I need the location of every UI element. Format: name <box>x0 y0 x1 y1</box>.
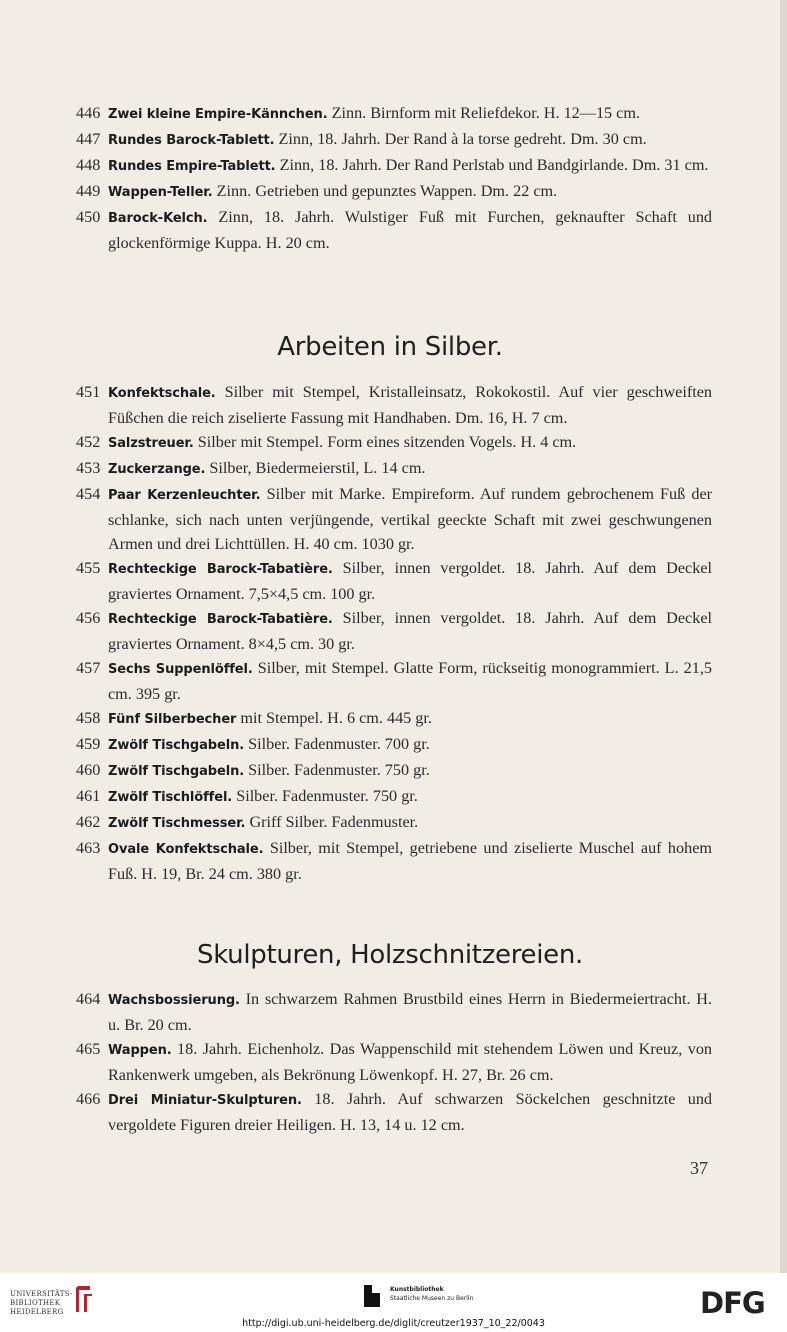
catalog-entry <box>72 101 712 127</box>
kunstbibliothek-title: Kunstbibliothek <box>390 1286 444 1293</box>
entry-number: 458 <box>76 709 101 727</box>
entry-text: Zinn. Getrieben und gepunztes Wappen. Dm. 22 cm. <box>216 182 558 200</box>
kunstbibliothek-subtitle: Staatliche Museen zu Berlin <box>390 1295 474 1302</box>
kunstbibliothek-label <box>390 1285 473 1303</box>
catalog-entry <box>72 456 712 482</box>
entry-title: Fünf Silberbecher <box>108 712 237 727</box>
footer <box>0 1273 787 1332</box>
entry-number: 461 <box>76 787 101 805</box>
section-heading-sculpture: Skulpturen, Holzschnitzereien. <box>196 940 584 970</box>
catalog-entry <box>72 179 712 205</box>
catalog-entry <box>72 1087 712 1137</box>
catalog-entry <box>72 732 712 758</box>
entry-title: Zuckerzange. <box>108 462 206 477</box>
entry-text: Silber, mit Stempel, getriebene und ziselierte Muschel auf hohem Fuß. H. 19, Br. 24 cm. 380 gr. <box>108 839 712 883</box>
entry-title: Rechteckige Barock-Tabatière. <box>108 562 333 577</box>
catalog-entry <box>72 127 712 153</box>
university-library-name <box>10 1290 73 1317</box>
dfg-logo: DFG <box>700 1286 765 1320</box>
entry-number: 462 <box>76 813 101 831</box>
catalog-entry <box>72 656 712 706</box>
entry-title: Wappen-Teller. <box>108 185 213 200</box>
entry-text: Silber. Fadenmuster. 750 gr. <box>248 761 430 779</box>
entry-number: 448 <box>76 156 101 174</box>
entry-title: Zwölf Tischgabeln. <box>108 764 245 779</box>
section-heading-silver: Arbeiten in Silber. <box>277 332 503 362</box>
entry-text: Silber mit Stempel, Kristalleinsatz, Rokokostil. Auf vier geschweiften Füßchen die reich ziselierte Fassung mit Handhaben. Dm. 16, H. 7 cm. <box>108 383 712 427</box>
entry-number: 466 <box>76 1090 101 1108</box>
catalog-entry <box>72 810 712 836</box>
entry-title: Drei Miniatur-Skulpturen. <box>108 1093 302 1108</box>
entry-title: Rundes Barock-Tablett. <box>108 133 275 148</box>
entry-number: 453 <box>76 459 101 477</box>
catalog-entry <box>72 784 712 810</box>
entry-number: 449 <box>76 182 101 200</box>
kunstbibliothek-logo-icon <box>360 1283 384 1309</box>
entry-number: 465 <box>76 1040 101 1058</box>
entry-text: In schwarzem Rahmen Brustbild eines Herrn in Biedermeiertracht. H. u. Br. 20 cm. <box>108 990 713 1034</box>
entry-title: Zwölf Tischgabeln. <box>108 738 245 753</box>
entry-text: Zinn, 18. Jahrh. Der Rand Perlstab und Bandgirlande. Dm. 31 cm. <box>279 156 709 174</box>
entry-number: 459 <box>76 735 101 753</box>
page-edge <box>780 0 787 1273</box>
entry-text: Silber mit Marke. Empireform. Auf rundem gebrochenem Fuß der schlanke, sich nach unten verjüngende, vertikal geeckte Schaft mit zwei geschwungenen Armen und drei Lichttüllen. H. 40 cm. 1030 gr. <box>108 485 713 553</box>
catalog-entry <box>72 430 712 456</box>
entry-title: Sechs Suppenlöffel. <box>108 662 253 677</box>
entry-text: Griff Silber. Fadenmuster. <box>249 813 419 831</box>
catalog-entry <box>72 606 712 656</box>
entry-title: Wappen. <box>108 1043 172 1058</box>
catalog-entry <box>72 153 712 179</box>
entry-text: Silber, mit Stempel. Glatte Form, rückseitig monogrammiert. L. 21,5 cm. 395 gr. <box>108 659 712 703</box>
entry-number: 452 <box>76 433 101 451</box>
catalog-entry <box>72 758 712 784</box>
entry-text: Silber, innen vergoldet. 18. Jahrh. Auf dem Deckel graviertes Ornament. 7,5×4,5 cm. 100 gr. <box>108 559 712 603</box>
catalog-entry <box>72 706 712 732</box>
entry-number: 451 <box>76 383 101 401</box>
entry-text: mit Stempel. H. 6 cm. 445 gr. <box>240 709 432 727</box>
entry-text: Silber mit Stempel. Form eines sitzenden Vogels. H. 4 cm. <box>197 433 577 451</box>
entry-title: Zwölf Tischmesser. <box>108 816 246 831</box>
university-line: UNIVERSITÄTS- <box>10 1290 73 1298</box>
catalog-entry <box>72 556 712 606</box>
catalog-entry <box>72 380 712 430</box>
entry-title: Ovale Konfektschale. <box>108 842 264 857</box>
entry-title: Barock-Kelch. <box>108 211 208 226</box>
entry-text: Zinn, 18. Jahrh. Wulstiger Fuß mit Furchen, geknaufter Schaft und glockenförmige Kuppa. H. 20 cm. <box>108 208 713 252</box>
entry-title: Rundes Empire-Tablett. <box>108 159 276 174</box>
entry-title: Wachsbossierung. <box>108 993 240 1008</box>
entry-text: 18. Jahrh. Auf schwarzen Söckelchen geschnitzte und vergoldete Figuren dreier Heiligen. H. 13, 14 u. 12 cm. <box>108 1090 713 1134</box>
catalog-entry <box>72 836 712 886</box>
entry-number: 446 <box>76 104 101 122</box>
entry-text: Silber, Biedermeierstil, L. 14 cm. <box>209 459 426 477</box>
entry-text: Silber. Fadenmuster. 700 gr. <box>248 735 430 753</box>
entry-text: Zinn, 18. Jahrh. Der Rand à la torse gedreht. Dm. 30 cm. <box>278 130 647 148</box>
entry-text: 18. Jahrh. Eichenholz. Das Wappenschild mit stehendem Löwen und Kreuz, von Rankenwerk umgeben, als Bekrönung Löwenkopf. H. 27, Br. 26 cm. <box>108 1040 713 1084</box>
entry-title: Rechteckige Barock-Tabatière. <box>108 612 333 627</box>
entry-number: 463 <box>76 839 101 857</box>
entry-list-pewter <box>72 101 712 255</box>
entry-number: 447 <box>76 130 101 148</box>
entry-number: 456 <box>76 609 101 627</box>
source-url-link[interactable]: http://digi.ub.uni-heidelberg.de/diglit/creutzer1937_10_22/0043 <box>242 1318 545 1329</box>
entry-title: Paar Kerzenleuchter. <box>108 488 261 503</box>
catalog-entry <box>72 205 712 255</box>
university-line: HEIDELBERG <box>10 1308 64 1316</box>
entry-number: 457 <box>76 659 101 677</box>
entry-number: 464 <box>76 990 101 1008</box>
entry-text: Silber, innen vergoldet. 18. Jahrh. Auf dem Deckel graviertes Ornament. 8×4,5 cm. 30 gr. <box>108 609 712 653</box>
entry-text: Zinn. Birnform mit Reliefdekor. H. 12—15 cm. <box>331 104 641 122</box>
entry-title: Zwei kleine Empire-Kännchen. <box>108 107 328 122</box>
university-logo-icon <box>70 1283 96 1315</box>
entry-title: Salzstreuer. <box>108 436 194 451</box>
entry-number: 460 <box>76 761 101 779</box>
entry-title: Zwölf Tischlöffel. <box>108 790 233 805</box>
entry-title: Konfektschale. <box>108 386 216 401</box>
page-number: 37 <box>690 1158 708 1178</box>
entry-list-silver <box>72 380 712 886</box>
entry-number: 450 <box>76 208 101 226</box>
catalog-entry <box>72 987 712 1037</box>
university-line: BIBLIOTHEK <box>10 1299 61 1307</box>
catalog-entry <box>72 1037 712 1087</box>
entry-list-sculpture <box>72 987 712 1137</box>
entry-text: Silber. Fadenmuster. 750 gr. <box>236 787 418 805</box>
catalog-entry <box>72 482 712 556</box>
entry-number: 455 <box>76 559 101 577</box>
entry-number: 454 <box>76 485 101 503</box>
